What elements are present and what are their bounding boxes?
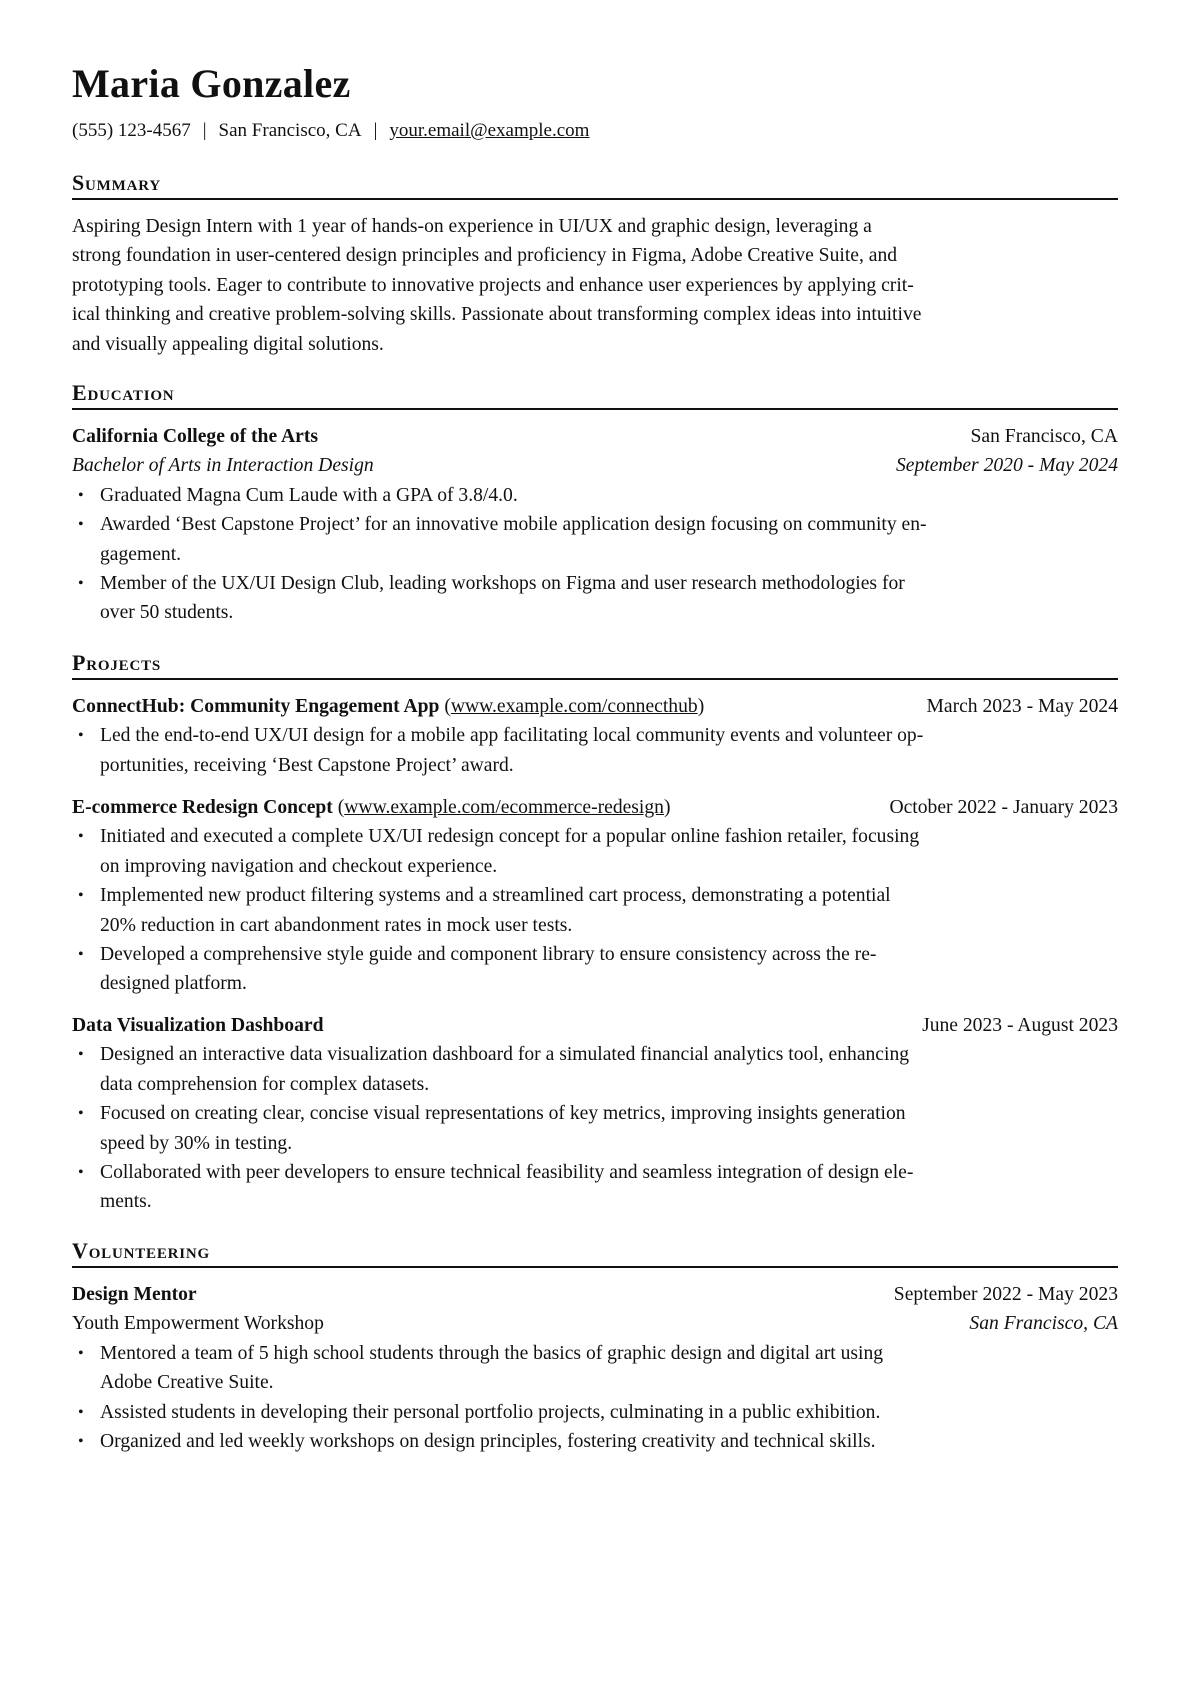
bullet-line: 20% reduction in cart abandonment rates in mock user tests. — [100, 914, 573, 936]
project-entry: ConnectHub: Community Engagement App (www.example.com/connecthub) March 2023 - May 2024 • Led the end-to-end UX/UI design for a mobile app facilitating local community events and volunteer op- portunities, receiving ‘Best Capstone Project’ award. — [72, 692, 1118, 780]
section-heading-summary: Summary — [72, 170, 1118, 200]
project-bullets — [72, 721, 1118, 780]
project-bullets — [72, 1040, 1118, 1216]
bullet-line: over 50 students. — [100, 602, 234, 624]
bullet-item — [72, 1158, 1118, 1217]
separator: | — [202, 120, 207, 141]
bullet-item — [72, 569, 1118, 628]
bullet-line: • Designed an interactive data visualization dashboard for a simulated financial analytics tool, enhancing — [100, 1044, 910, 1066]
bullet-line: • Assisted students in developing their personal portfolio projects, culminating in a public exhibition. — [100, 1401, 881, 1423]
project-title: Data Visualization Dashboard — [72, 1015, 324, 1036]
project-bullets — [72, 822, 1118, 998]
project-link[interactable]: www.example.com/ecommerce-redesign — [344, 797, 664, 818]
bullet-line: • Led the end-to-end UX/UI design for a mobile app facilitating local community events and volunteer op- — [100, 725, 924, 747]
bullet-line: Adobe Creative Suite. — [100, 1372, 274, 1394]
bullet-line: designed platform. — [100, 973, 247, 995]
bullet-item — [72, 481, 1118, 510]
degree: Bachelor of Arts in Interaction Design — [72, 455, 374, 477]
bullet-line: • Organized and led weekly workshops on design principles, fostering creativity and technical skills. — [100, 1431, 876, 1453]
bullet-item — [72, 1040, 1118, 1099]
summary-line: Aspiring Design Intern with 1 year of hands-on experience in UI/UX and graphic design, leveraging a — [72, 216, 872, 237]
summary-line: prototyping tools. Eager to contribute to innovative projects and enhance user experiences by applying crit- — [72, 274, 914, 296]
education-entry — [72, 422, 1118, 628]
bullet-line: • Member of the UX/UI Design Club, leading workshops on Figma and user research methodologies for — [100, 573, 905, 595]
bullet-line: • Awarded ‘Best Capstone Project’ for an innovative mobile application design focusing on community en- — [100, 514, 927, 536]
bullet-item — [72, 1427, 1118, 1456]
candidate-name: Maria Gonzalez — [72, 61, 351, 106]
project-dates: October 2022 - January 2023 — [889, 797, 1118, 818]
bullet-line: • Focused on creating clear, concise visual representations of key metrics, improving insights generation — [100, 1103, 906, 1125]
location: San Francisco, CA — [218, 120, 362, 141]
summary-text — [72, 212, 1118, 359]
contact-line — [72, 120, 589, 142]
project-title: ConnectHub: Community Engagement App — [72, 696, 440, 717]
bullet-line: ments. — [100, 1191, 152, 1213]
volunteer-location: San Francisco, CA — [969, 1313, 1118, 1335]
bullet-line: • Implemented new product filtering systems and a streamlined cart process, demonstrating a potential — [100, 885, 891, 907]
volunteering-entry — [72, 1280, 1118, 1456]
bullet-item — [72, 822, 1118, 881]
bullet-item — [72, 1398, 1118, 1427]
volunteer-organization: Youth Empowerment Workshop — [72, 1313, 324, 1335]
bullet-item — [72, 1339, 1118, 1398]
section-heading-education: Education — [72, 380, 1118, 410]
summary-line: ical thinking and creative problem-solving skills. Passionate about transforming complex ideas into intuitive — [72, 304, 922, 326]
bullet-line: portunities, receiving ‘Best Capstone Project’ award. — [100, 754, 514, 776]
summary-line: strong foundation in user-centered design principles and proficiency in Figma, Adobe Creative Suite, and — [72, 245, 898, 267]
bullet-item — [72, 1099, 1118, 1158]
volunteer-role: Design Mentor — [72, 1284, 197, 1305]
summary-line: and visually appealing digital solutions. — [72, 333, 384, 355]
bullet-line: • Collaborated with peer developers to ensure technical feasibility and seamless integration of design ele- — [100, 1162, 914, 1184]
section-heading-volunteering: Volunteering — [72, 1238, 1118, 1268]
bullet-item — [72, 510, 1118, 569]
bullet-item — [72, 881, 1118, 940]
project-entry — [72, 1011, 1118, 1217]
bullet-line: gagement. — [100, 543, 182, 565]
email-link[interactable]: your.email@example.com — [389, 120, 590, 141]
project-entry: E-commerce Redesign Concept (www.example.com/ecommerce-redesign) October 2022 - January 2023 • Initiated and executed a complete UX/UI redesign concept for a popular online fashion retailer, focusing on improving navigation and checkout experience. • Implemented new product filtering systems and a streamlined cart process, demonstrating a potential 20% reduction in cart abandonment rates in mock user tests. • Developed a comprehensive style guide and component library to ensure consistency across the re- designed platform. — [72, 793, 1118, 999]
education-dates: September 2020 - May 2024 — [895, 455, 1118, 477]
phone: (555) 123-4567 — [72, 120, 191, 141]
school-location: San Francisco, CA — [970, 426, 1118, 447]
project-link[interactable]: www.example.com/connecthub — [450, 696, 698, 717]
volunteer-dates: September 2022 - May 2023 — [893, 1284, 1118, 1305]
bullet-line: • Developed a comprehensive style guide and component library to ensure consistency across the re- — [100, 944, 877, 966]
project-dates: June 2023 - August 2023 — [922, 1015, 1118, 1036]
school-name: California College of the Arts — [72, 426, 318, 447]
volunteer-bullets — [72, 1339, 1118, 1457]
bullet-line: data comprehension for complex datasets. — [100, 1073, 430, 1095]
bullet-item — [72, 721, 1118, 780]
bullet-line: • Graduated Magna Cum Laude with a GPA of 3.8/4.0. — [100, 484, 518, 506]
bullet-line: • Initiated and executed a complete UX/UI redesign concept for a popular online fashion retailer, focusing — [100, 826, 920, 848]
separator: | — [373, 120, 378, 141]
project-title: E-commerce Redesign Concept — [72, 797, 333, 818]
bullet-line: on improving navigation and checkout experience. — [100, 855, 498, 877]
education-bullets — [72, 481, 1118, 628]
bullet-item — [72, 940, 1118, 999]
project-dates: March 2023 - May 2024 — [926, 696, 1118, 717]
section-heading-projects: Projects — [72, 650, 1118, 680]
bullet-line: • Mentored a team of 5 high school students through the basics of graphic design and digital art using — [100, 1342, 884, 1364]
bullet-line: speed by 30% in testing. — [100, 1132, 293, 1154]
